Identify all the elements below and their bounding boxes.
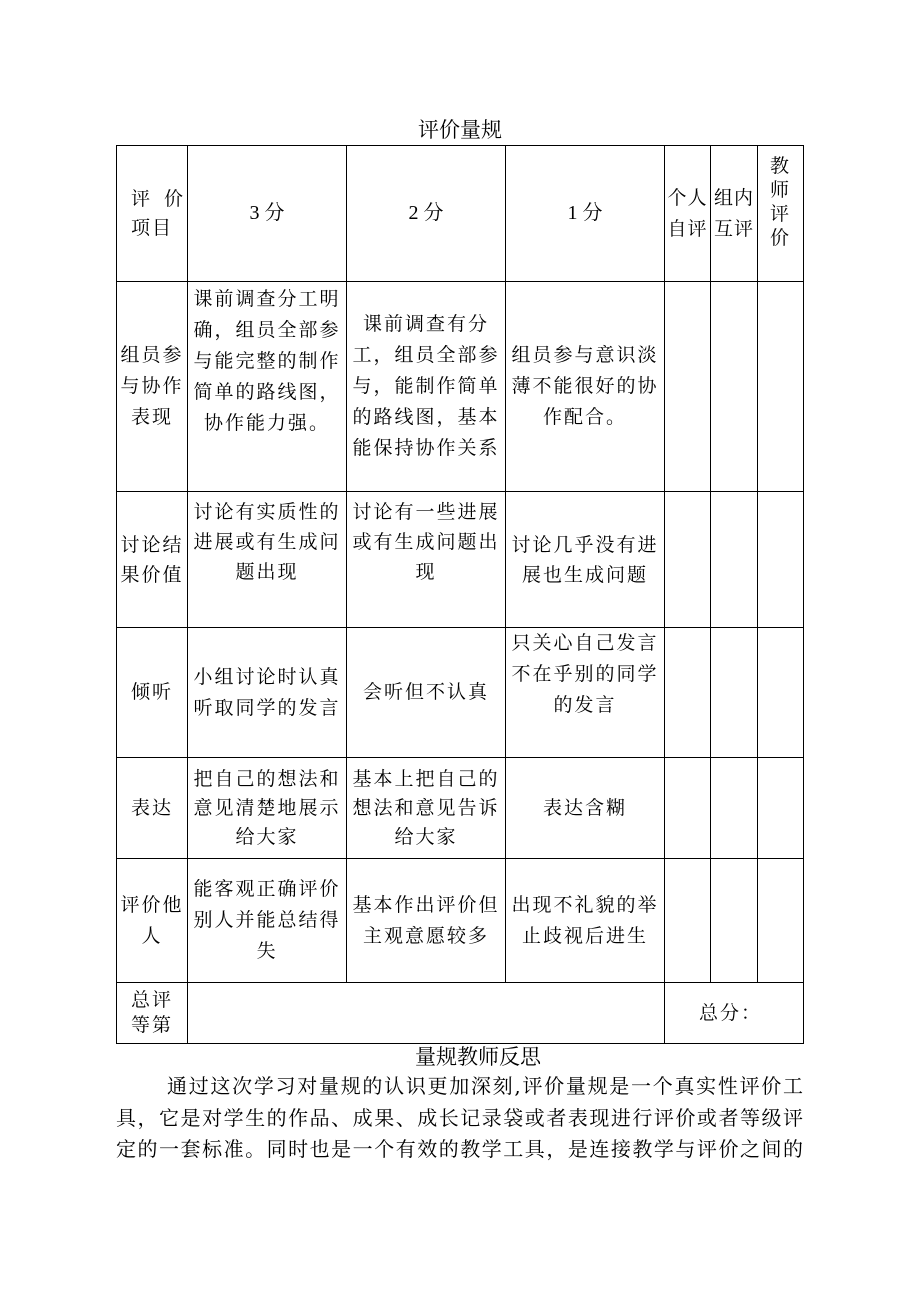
- group-eval-cell: [711, 758, 758, 859]
- score3-line: 小组讨论时认真: [193, 665, 341, 688]
- score2-cell: [347, 492, 506, 628]
- header-item-line: 评 价: [131, 187, 185, 210]
- group-eval-cell: [711, 628, 758, 758]
- item-line: 表现: [130, 406, 173, 428]
- score2-line: 给大家: [394, 825, 458, 848]
- table-row: [117, 282, 804, 492]
- paragraph-line: 定的一套标准。同时也是一个有效的教学工具，是连接教学与评价之间的: [116, 1137, 803, 1161]
- item-line: 组员参: [120, 344, 184, 366]
- page-title: 评价量规: [418, 118, 502, 142]
- score1-line: 出现不礼貌的举: [511, 893, 659, 916]
- score2-line: 基本上把自己的: [352, 767, 500, 790]
- rubric-table: [116, 145, 804, 1044]
- teacher-eval-cell: [758, 492, 804, 628]
- header-teacher-eval-line: 价: [769, 227, 791, 249]
- score3-line: 课前调查分工明: [193, 288, 341, 310]
- item-line: 人: [141, 924, 163, 947]
- score3-cell: [188, 859, 347, 983]
- score1-line: 讨论几乎没有进: [511, 533, 659, 556]
- header-row: [117, 146, 804, 282]
- total-score-label: 总分：: [699, 1001, 763, 1024]
- header-group-eval-cell: [711, 146, 758, 282]
- item-line: 果价值: [120, 563, 184, 586]
- score2-line: 与，能制作简单: [352, 375, 500, 397]
- header-item-cell: [117, 146, 188, 282]
- score1-cell: [506, 758, 665, 859]
- item-line: 倾听: [130, 681, 173, 703]
- summary-label-line: 等第: [130, 1014, 173, 1036]
- header-score1-label: 1 分: [567, 202, 603, 224]
- table-row: [117, 859, 804, 983]
- header-score1-cell: [506, 146, 665, 282]
- score1-line: 表达含糊: [542, 796, 627, 819]
- table-row: [117, 628, 804, 758]
- score3-cell: [188, 492, 347, 628]
- summary-grade-cell: [188, 983, 665, 1044]
- score1-line: 组员参与意识淡: [511, 344, 659, 366]
- self-eval-cell: [665, 859, 711, 983]
- score3-line: 讨论有实质性的: [193, 501, 341, 523]
- score3-line: 题出现: [235, 561, 299, 583]
- score2-line: 基本作出评价但: [352, 893, 500, 916]
- item-line: 表达: [130, 796, 173, 819]
- score2-cell: [347, 628, 506, 758]
- score2-line: 能保持协作关系: [352, 437, 500, 459]
- item-line: 讨论结: [120, 533, 184, 556]
- header-teacher-eval-line: 教: [769, 155, 791, 177]
- self-eval-cell: [665, 758, 711, 859]
- reflection-paragraph: [116, 1071, 803, 1166]
- score2-line: 的路线图，基本: [352, 406, 500, 428]
- header-teacher-eval-line: 师: [769, 179, 791, 201]
- item-cell: [117, 859, 188, 983]
- item-cell: [117, 628, 188, 758]
- self-eval-cell: [665, 492, 711, 628]
- group-eval-cell: [711, 282, 758, 492]
- summary-label-line: 总评: [130, 989, 173, 1011]
- score2-line: 现: [415, 561, 437, 583]
- score3-line: 失: [256, 940, 278, 962]
- score2-line: 讨论有一些进展: [352, 501, 500, 523]
- group-eval-cell: [711, 492, 758, 628]
- score3-cell: [188, 282, 347, 492]
- header-teacher-eval-cell: [758, 146, 804, 282]
- score2-cell: [347, 758, 506, 859]
- table-row: [117, 758, 804, 859]
- paragraph-line: 具，它是对学生的作品、成果、成长记录袋或者表现进行评价或者等级评: [116, 1105, 803, 1130]
- reflection-title: 量规教师反思: [415, 1045, 541, 1069]
- score3-line: 与能完整的制作: [193, 350, 341, 372]
- score3-line: 给大家: [235, 825, 299, 848]
- score1-line: 薄不能很好的协: [511, 375, 659, 397]
- header-score2-cell: [347, 146, 506, 282]
- paragraph-line: 通过这次学习对量规的认识更加深刻,评价量规是一个真实性评价工: [167, 1074, 803, 1098]
- score3-line: 协作能力强。: [203, 412, 330, 434]
- header-teacher-eval-line: 评: [769, 203, 791, 225]
- score2-line: 主观意愿较多: [362, 924, 489, 947]
- teacher-eval-cell: [758, 758, 804, 859]
- score2-line: 想法和意见告诉: [352, 796, 500, 819]
- teacher-eval-cell: [758, 628, 804, 758]
- score1-line: 作配合。: [542, 406, 627, 428]
- teacher-eval-cell: [758, 859, 804, 983]
- score1-line: 展也生成问题: [521, 563, 648, 586]
- summary-label-cell: [117, 983, 188, 1044]
- score3-line: 意见清楚地展示: [193, 796, 341, 819]
- item-line: 评价他: [120, 893, 184, 916]
- header-group-eval-line: 互评: [713, 217, 754, 240]
- teacher-eval-cell: [758, 282, 804, 492]
- score2-line: 工，组员全部参: [352, 344, 500, 366]
- self-eval-cell: [665, 282, 711, 492]
- table-row: [117, 492, 804, 628]
- score2-line: 课前调查有分: [362, 313, 489, 335]
- total-score-cell: [665, 983, 804, 1044]
- score1-line: 不在乎别的同学: [511, 663, 659, 685]
- item-cell: [117, 492, 188, 628]
- header-group-eval-line: 组内: [713, 186, 754, 209]
- score1-cell: [506, 628, 665, 758]
- header-score2-label: 2 分: [408, 202, 444, 224]
- score1-cell: [506, 859, 665, 983]
- score1-line: 止歧视后进生: [521, 924, 648, 947]
- summary-row: [117, 983, 804, 1044]
- group-eval-cell: [711, 859, 758, 983]
- score1-cell: [506, 492, 665, 628]
- score3-line: 听取同学的发言: [193, 696, 341, 719]
- score2-line: 会听但不认真: [362, 681, 489, 703]
- score2-cell: [347, 859, 506, 983]
- item-cell: [117, 282, 188, 492]
- score1-line: 只关心自己发言: [511, 632, 659, 654]
- header-self-eval-line: 个人: [667, 186, 708, 209]
- score3-line: 别人并能总结得: [193, 909, 341, 931]
- header-item-line: 项目: [130, 216, 173, 239]
- header-self-eval-cell: [665, 146, 711, 282]
- score3-line: 把自己的想法和: [193, 767, 341, 790]
- item-cell: [117, 758, 188, 859]
- header-self-eval-line: 自评: [667, 217, 708, 240]
- score2-cell: [347, 282, 506, 492]
- score3-line: 进展或有生成问: [193, 531, 341, 553]
- item-line: 与协作: [120, 375, 184, 397]
- score3-cell: [188, 628, 347, 758]
- score3-line: 确，组员全部参: [193, 319, 341, 341]
- score3-line: 能客观正确评价: [193, 878, 341, 900]
- score3-line: 简单的路线图，: [193, 381, 341, 403]
- score1-line: 的发言: [553, 694, 617, 716]
- header-score3-label: 3 分: [249, 202, 285, 224]
- self-eval-cell: [665, 628, 711, 758]
- score2-line: 或有生成问题出: [352, 531, 500, 553]
- header-score3-cell: [188, 146, 347, 282]
- score3-cell: [188, 758, 347, 859]
- score1-cell: [506, 282, 665, 492]
